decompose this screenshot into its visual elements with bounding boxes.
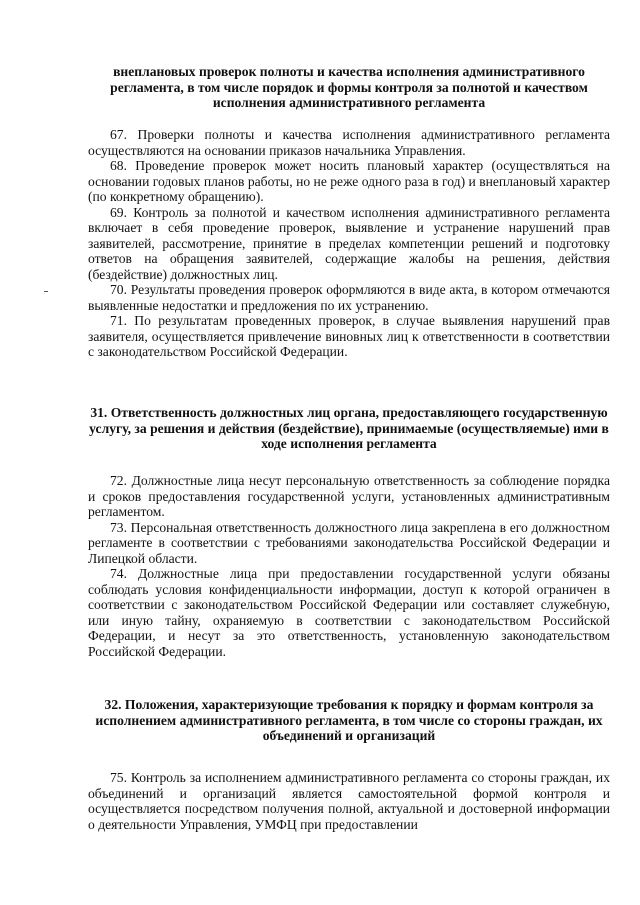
scan-artifact — [44, 291, 48, 292]
section-31-heading: 31. Ответственность должностных лиц органа, предоставляющего государственную услугу, за решения и действия (бездействие), принимаемые (осуществляемые) ими в ходе исполнения регламента — [89, 405, 609, 451]
paragraphs-group-a — [88, 127, 610, 360]
paragraphs-group-c — [88, 770, 610, 832]
intro-heading: внеплановых проверок полноты и качества исполнения административного регламента, в том числе порядок и формы контроля за полнотой и качеством исполнения административного регламента — [110, 64, 588, 110]
paragraph-70: 70. Результаты проведения проверок оформляются в виде акта, в котором отмечаются выявленные недостатки и предложения по их устранению. — [88, 282, 610, 313]
paragraphs-group-b — [88, 473, 610, 659]
paragraph-74: 74. Должностные лица при предоставлении государственной услуги обязаны соблюдать условия конфиденциальности информации, доступ к которой ограничен в соответствии с законодательством Российской Федерации или составляет служебную, или иную тайну, охраняемую в соответствии с законодательством Российской Федерации, и несут за это ответственность, установленную законодательством Российской Федерации. — [88, 566, 610, 659]
paragraph-67: 67. Проверки полноты и качества исполнения административного регламента осуществляются на основании приказов начальника Управления. — [88, 127, 610, 158]
paragraph-68: 68. Проведение проверок может носить плановый характер (осуществляться на основании годовых планов работы, но не реже одного раза в год) и внеплановый характер (по конкретному обращению). — [88, 158, 610, 204]
paragraph-72: 72. Должностные лица несут персональную ответственность за соблюдение порядка и сроков предоставления государственной услуги, установленных административным регламентом. — [88, 473, 610, 519]
paragraph-69: 69. Контроль за полнотой и качеством исполнения административного регламента включает в себя проведение проверок, выявление и устранение нарушений прав заявителей, рассмотрение, принятие в пределах компетенции решений и подготовку ответов на обращения заявителей, содержащие жалобы на решения, действия (бездействие) должностных лиц. — [88, 204, 610, 282]
paragraph-75: 75. Контроль за исполнением административного регламента со стороны граждан, их объединений и организаций является самостоятельной формой контроля и осуществляется посредством получения полной, актуальной и достоверной информации о деятельности Управления, УМФЦ при предоставлении — [88, 770, 610, 832]
paragraph-71: 71. По результатам проведенных проверок, в случае выявления нарушений прав заявителя, осуществляется привлечение виновных лиц к ответственности в соответствии с законодательством Российской Федерации. — [88, 313, 610, 359]
section-32-heading: 32. Положения, характеризующие требования к порядку и формам контроля за исполнением административного регламента, в том числе со стороны граждан, их объединений и организаций — [95, 697, 603, 743]
paragraph-73: 73. Персональная ответственность должностного лица закреплена в его должностном регламенте в соответствии с требованиями законодательства Российской Федерации и Липецкой области. — [88, 519, 610, 566]
